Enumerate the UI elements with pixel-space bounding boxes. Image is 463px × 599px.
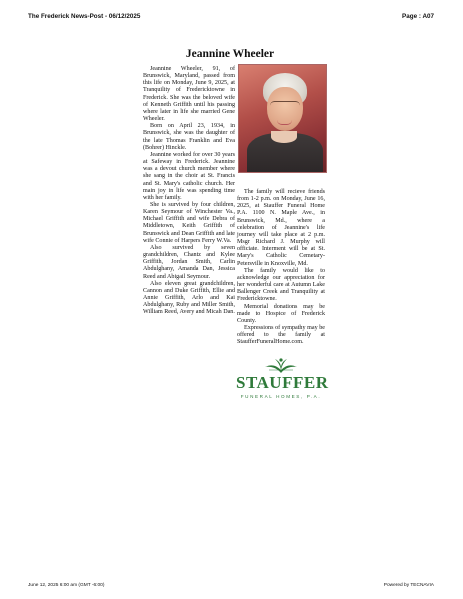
paragraph: Born on April 23, 1934, in Brunswick, she was the daughter of the late Thomas Franklin and Eva (Bohrer) Hinckle. — [143, 123, 235, 151]
obituary-left-column — [143, 66, 235, 316]
paragraph: Jeannine Wheeler, 91, of Brunswick, Maryland, passed from this life on Monday, June 9, 2025, at Tranquility of Fredericktowne in Frederick. She was the beloved wife of Kenneth Griffith until his passing where later in life she married Gene Wheeler. — [143, 66, 235, 123]
floral-emblem-icon — [263, 356, 299, 374]
footer-timestamp: June 12, 2025 6:00 am (GMT -6:00) — [28, 583, 105, 588]
obituary-right-column — [237, 189, 325, 346]
portrait-photo — [238, 64, 327, 173]
photo-collar — [271, 131, 297, 143]
paragraph: The family would like to acknowledge our appreciation for her wonderful care at Autumn Lake Ballenger Creek and Tranquility at Fredericktowne. — [237, 267, 325, 303]
obituary-name: Jeannine Wheeler — [185, 48, 275, 60]
paragraph: Also survived by seven grandchildren, Chantz and Kylee Griffith, Jordan Smith, Carlin Abdulghany, Amanda Dan, Jessica Reed and Abigail Seymour. — [143, 244, 235, 280]
paragraph: She is survived by four children, Karen Seymour of Winchester Va., Michael Griffith and wife Debra of Middletown, Keith Griffith of Brunswick and Dean Griffith and late wife Connie of Harpers Ferry W.Va. — [143, 201, 235, 244]
page-number: Page : A07 — [402, 13, 434, 20]
logo-subtitle: FUNERAL HOMES, P.A. — [240, 394, 322, 399]
publication-title: The Frederick News-Post - 06/12/2025 — [28, 13, 141, 20]
photo-glasses — [270, 101, 300, 110]
paragraph: Also eleven great grandchildren, Cannon and Duke Griffith, Ellie and Annie Griffith, Arlo and Kai Abdulghany, Ruby and Miller Smith, William Reed, Avery and Micah Dan. — [143, 280, 235, 316]
paragraph: Expressions of sympathy may be offered to the family at StaufferFuneralHome.com. — [237, 324, 325, 346]
paragraph: Memorial donations may be made to Hospice of Frederick County. — [237, 303, 325, 324]
logo-wordmark: STAUFFER — [236, 373, 329, 392]
footer-powered-by: Powered by TECNAVIA — [383, 583, 434, 588]
stauffer-logo — [236, 356, 329, 404]
paragraph: Jeannine worked for over 30 years at Safeway in Frederick. Jeannine was a devout church member where she sang in the choir at St. Francis and St. Mary's catholic church. Her main joy in life was spending time with her family. — [143, 151, 235, 201]
paragraph: The family will recieve friends from 1-2 p.m. on Monday, June 16, 2025, at Stauffer Funeral Home P.A. 1100 N. Maple Ave., in Brunswick, Md., where a celebration of Jeannine's life journey will take place at 2 p.m. Msgr Richard J. Murphy will officiate. Interment will be at St. Mary's Catholic Cemetary-Petersville in Knoxville, Md. — [237, 189, 325, 267]
